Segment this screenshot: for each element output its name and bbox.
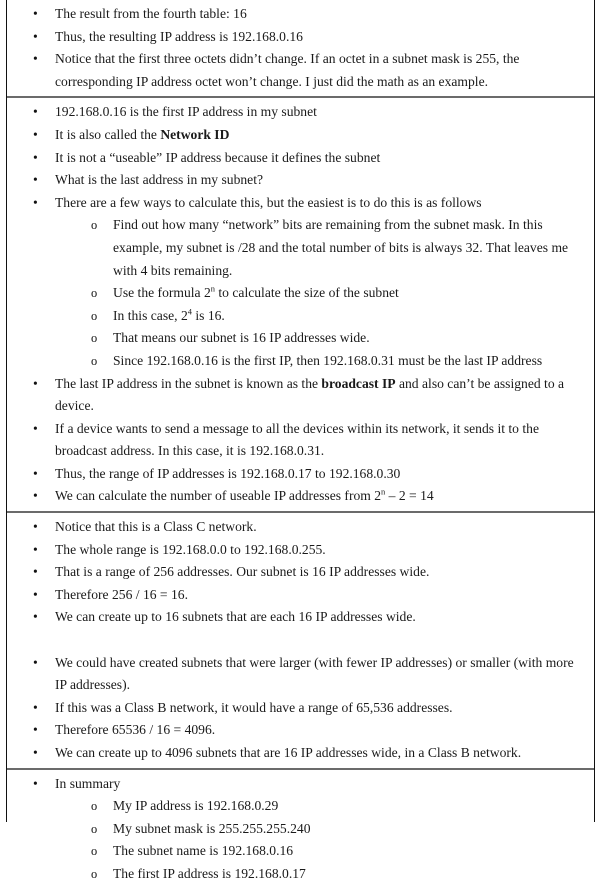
section-3 (7, 511, 594, 768)
list-item (7, 485, 594, 508)
sub-list-item-text-tail: to calculate the size of the subnet (215, 285, 399, 301)
list-item (7, 516, 594, 539)
list-item-text: We can create up to 16 subnets that are each 16 IP addresses wide. (55, 609, 416, 625)
list-item-text-tail: – 2 = 14 (385, 488, 434, 504)
list-item (7, 697, 594, 720)
list-item (7, 192, 594, 215)
list-item-text: The result from the fourth table: 16 (55, 6, 247, 21)
bullet-list-section-4 (7, 773, 594, 796)
list-item-text: It is not a “useable” IP address because it defines the subnet (55, 149, 381, 165)
document-frame (6, 0, 595, 881)
list-item (7, 169, 594, 192)
bullet-icon: • (33, 194, 38, 210)
sub-bullet-list-section-4 (7, 795, 594, 885)
bullet-icon: • (33, 488, 38, 504)
list-item (7, 3, 594, 26)
sub-list-item-text: Since 192.168.0.16 is the first IP, then 192.168.0.31 must be the last IP address (113, 352, 543, 368)
list-item-text: Thus, the range of IP addresses is 192.168.0.17 to 192.168.0.30 (55, 465, 401, 481)
bullet-icon: • (33, 420, 38, 436)
list-item-text: Thus, the resulting IP address is 192.168.0.16 (55, 28, 303, 44)
bullet-icon: • (33, 149, 38, 165)
list-item-text: There are a few ways to calculate this, but the easiest is to do this is as follows (55, 194, 482, 210)
bullet-list-section-1 (7, 3, 594, 93)
superscript-exponent: n (210, 283, 215, 294)
list-item-text: If a device wants to send a message to all the devices within its network, it sends it to the broadcast address. In this case, it is 192.168.0.31. (55, 420, 539, 459)
sub-list-item (7, 818, 594, 841)
bullet-icon: • (33, 172, 38, 188)
sub-list-item (7, 282, 594, 305)
list-item (7, 124, 594, 147)
bullet-list-section-3 (7, 516, 594, 765)
sub-list-item (7, 863, 594, 886)
sub-list-item (7, 840, 594, 863)
bullet-icon: • (33, 375, 38, 391)
list-item-text: What is the last address in my subnet? (55, 172, 264, 188)
bullet-icon: • (33, 586, 38, 602)
list-item (7, 26, 594, 49)
sub-bullet-icon: o (91, 353, 98, 368)
sub-list-item (7, 214, 594, 282)
list-item-text: We could have created subnets that were larger (with fewer IP addresses) or smaller (with more IP addresses). (55, 654, 574, 693)
sub-bullet-icon: o (91, 844, 98, 859)
section-1 (7, 0, 594, 96)
list-item-text: It is also called the (55, 126, 161, 142)
superscript-exponent: n (381, 486, 386, 497)
sub-list-item (7, 350, 594, 373)
bullet-icon: • (33, 28, 38, 44)
emphasis-broadcast-ip: broadcast IP (321, 375, 396, 391)
sub-list-item-text: The first IP address is 192.168.0.17 (113, 865, 306, 881)
bullet-icon: • (33, 775, 38, 791)
list-item-text: In summary (55, 775, 121, 791)
sub-list-item-text-tail: is 16. (191, 307, 225, 323)
list-item (7, 561, 594, 584)
sub-bullet-list-section-2 (7, 214, 594, 372)
sub-bullet-icon: o (91, 866, 98, 881)
list-item-text: That is a range of 256 addresses. Our subnet is 16 IP addresses wide. (55, 564, 430, 580)
list-item (7, 373, 594, 418)
list-item-text: We can create up to 4096 subnets that are 16 IP addresses wide, in a Class B network. (55, 745, 522, 760)
sub-bullet-icon: o (91, 331, 98, 346)
sub-list-item (7, 305, 594, 328)
bullet-icon: • (33, 564, 38, 580)
list-item (7, 147, 594, 170)
sub-list-item-text: My subnet mask is 255.255.255.240 (113, 820, 311, 836)
list-item-text: Notice that the first three octets didn’t change. If an octet in a subnet mask is 255, the corresponding IP address octet won’t change. I just did the math as an example. (55, 51, 520, 89)
sub-list-item (7, 327, 594, 350)
list-item-text: The last IP address in the subnet is known as the (55, 375, 322, 391)
list-item-text: Notice that this is a Class C network. (55, 519, 257, 535)
bullet-icon: • (33, 51, 38, 67)
list-item (7, 418, 594, 463)
sub-list-item-text: Use the formula 2 (113, 285, 211, 301)
sub-list-item-text: My IP address is 192.168.0.29 (113, 798, 279, 814)
sub-list-item-text: In this case, 2 (113, 307, 188, 323)
superscript-exponent: 4 (187, 306, 192, 317)
list-item-text: We can calculate the number of useable IP addresses from 2 (55, 488, 382, 504)
bullet-icon: • (33, 126, 38, 142)
list-item (7, 773, 594, 796)
sub-bullet-icon: o (91, 821, 98, 836)
bullet-icon: • (33, 541, 38, 557)
sub-bullet-icon: o (91, 308, 98, 323)
list-item-text: Therefore 256 / 16 = 16. (55, 586, 188, 602)
list-item-text: If this was a Class B network, it would have a range of 65,536 addresses. (55, 699, 453, 715)
sub-list-item-text: Find out how many “network” bits are remaining from the subnet mask. In this example, my subnet is /28 and the total number of bits is always 32. That leaves me with 4 bits remaining. (113, 217, 569, 278)
sub-list-item (7, 795, 594, 818)
bullet-icon: • (33, 699, 38, 715)
list-item-text: 192.168.0.16 is the first IP address in my subnet (55, 104, 317, 120)
sub-bullet-icon: o (91, 218, 98, 233)
section-4 (7, 768, 594, 886)
sub-bullet-icon: o (91, 799, 98, 814)
section-2 (7, 96, 594, 511)
sub-list-item-text: The subnet name is 192.168.0.16 (113, 843, 294, 859)
blank-line (7, 629, 594, 652)
list-item-text: Therefore 65536 / 16 = 4096. (55, 722, 216, 738)
list-item (7, 101, 594, 124)
list-item (7, 742, 594, 765)
bullet-icon: • (33, 654, 38, 670)
bullet-icon: • (33, 519, 38, 535)
bullet-icon: • (33, 465, 38, 481)
emphasis-network-id: Network ID (160, 126, 230, 142)
bullet-icon: • (33, 6, 38, 21)
list-item (7, 48, 594, 93)
bullet-list-section-2 (7, 101, 594, 214)
sub-list-item-text: That means our subnet is 16 IP addresses wide. (113, 330, 370, 346)
list-item (7, 719, 594, 742)
list-item (7, 606, 594, 629)
list-item-text-tail: and also can’t be assigned to a device. (55, 375, 565, 414)
bullet-icon: • (33, 104, 38, 120)
bullet-icon: • (33, 722, 38, 738)
list-item (7, 539, 594, 562)
list-item (7, 584, 594, 607)
list-item-text: The whole range is 192.168.0.0 to 192.168.0.255. (55, 541, 326, 557)
sub-bullet-icon: o (91, 286, 98, 301)
bullet-icon: • (33, 745, 38, 760)
bullet-icon: • (33, 609, 38, 625)
bullet-list-section-2-cont (7, 373, 594, 509)
list-item (7, 463, 594, 486)
list-item (7, 652, 594, 697)
